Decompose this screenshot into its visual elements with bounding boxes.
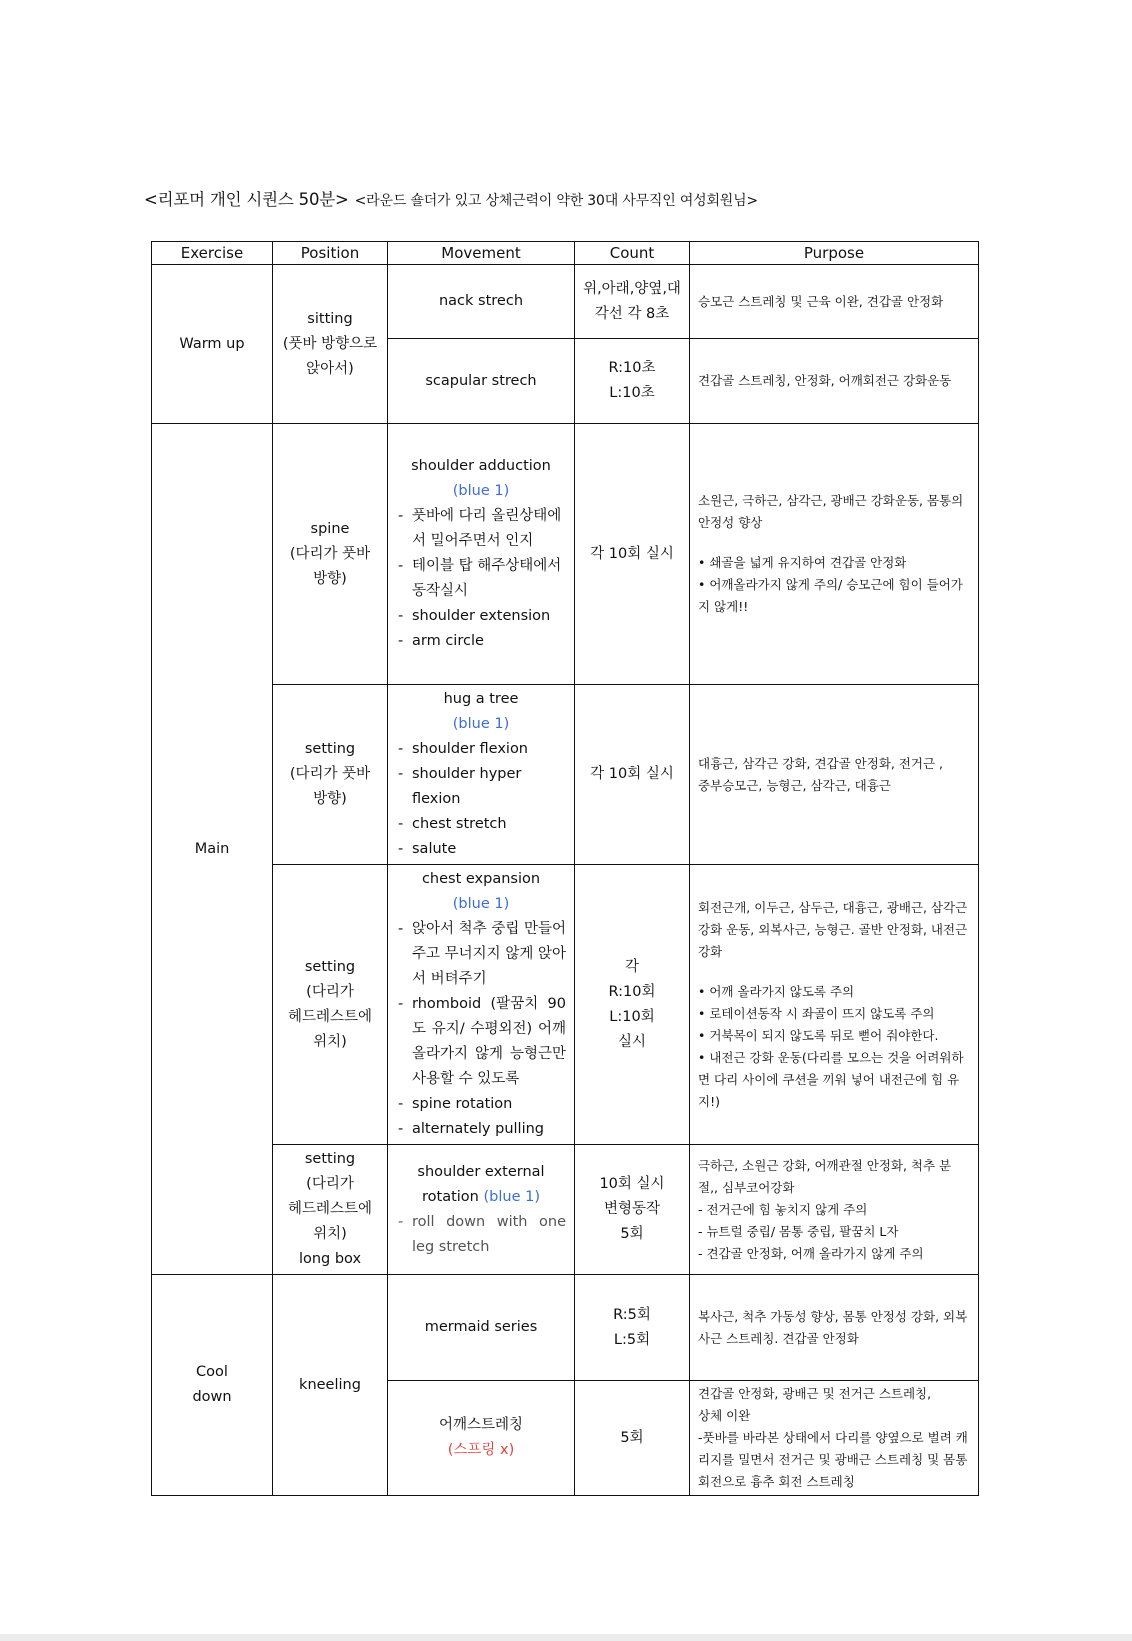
list-item: - alternately pulling (396, 1117, 566, 1142)
purpose-hug (690, 685, 979, 865)
list-item: - chest stretch (396, 812, 566, 837)
position-line: (다리가 (306, 1176, 354, 1192)
position-line: sitting (307, 310, 353, 327)
count-line: 각선 각 8초 (594, 305, 670, 322)
title-sub: <라운드 숄더가 있고 상체근력이 약한 30대 사무직인 여성회원님> (354, 193, 758, 209)
count-line: 각 (624, 958, 639, 975)
position-line: (다리가 풋바 (289, 545, 371, 562)
header-row (152, 242, 979, 265)
movement-title: shoulder external (417, 1163, 545, 1180)
title-main: <리포머 개인 시퀀스 50분> (144, 190, 349, 209)
position-line: spine (310, 520, 350, 537)
purpose-shoulder-stretch (690, 1381, 979, 1496)
position-line: 앉아서) (306, 360, 354, 377)
list-item: - arm circle (396, 629, 566, 654)
section-main: Main (152, 424, 273, 1275)
purpose-external (690, 1145, 979, 1275)
position-line: 위치) (313, 1226, 347, 1242)
sequence-title (144, 186, 758, 210)
count-line: L:10회 (609, 1008, 655, 1025)
count-neck (575, 265, 690, 339)
table-row (152, 265, 979, 339)
list-item: - 테이블 탑 해주상태에서 동작실시 (396, 554, 566, 604)
purpose-line: - 견갑골 안정화, 어깨 올라가지 않게 주의 (698, 1245, 924, 1261)
position-setting-longbox (273, 1145, 388, 1275)
purpose-mermaid: 복사근, 척추 가동성 향상, 몸통 안정성 강화, 외복사근 스트레칭. 견갑골 안정화 (690, 1275, 979, 1381)
purpose-line: -풋바를 바라본 상태에서 다리를 양옆으로 벌려 캐리지를 밀면서 전거근 및 광배근 스트레칭 및 몸통회전으로 흉추 회전 스트레칭 (698, 1430, 968, 1489)
band-note: (blue 1) (452, 483, 510, 499)
movement-list (396, 737, 566, 862)
list-item: - shoulder extension (396, 604, 566, 629)
count-line: R:10초 (608, 360, 656, 376)
purpose-line: • 거북목이 되지 않도록 뒤로 뻗어 줘야한다. (698, 1027, 939, 1043)
movement-mermaid: mermaid series (388, 1275, 575, 1381)
position-setting-headrest (273, 865, 388, 1145)
section-line: down (192, 1389, 232, 1405)
count-line: R:10회 (608, 983, 656, 1000)
count-line: 10회 실시 (599, 1176, 665, 1192)
purpose-line: 소원근, 극하근, 삼각근, 광배근 강화운동, 몸통의 안정성 향상 (698, 493, 964, 530)
purpose-line: 견갑골 안정화, 광배근 및 전거근 스트레칭, (698, 1386, 932, 1401)
position-spine (273, 424, 388, 685)
section-line: Cool (196, 1364, 228, 1380)
count-line: 변형동작 (603, 1201, 661, 1217)
position-line: setting (304, 741, 356, 757)
movement-neck: nack strech (388, 265, 575, 339)
movement-list (396, 917, 566, 1142)
count-line: 위,아래,양옆,대 (583, 280, 681, 297)
list-item: - 앉아서 척추 중립 만들어주고 무너지지 않게 앉아서 버텨주기 (396, 917, 566, 992)
position-line: (풋바 방향으로 (282, 335, 378, 352)
count-mermaid (575, 1275, 690, 1381)
count-line: L:10초 (609, 385, 655, 401)
spring-note: (스프링 x) (447, 1442, 515, 1458)
position-line: 헤드레스트에 (287, 1008, 373, 1025)
movement-chest (388, 865, 575, 1145)
purpose-line: • 쇄골을 넓게 유지하여 견갑골 안정화 (698, 555, 907, 570)
count-line: R:5회 (613, 1306, 651, 1323)
position-line: 위치) (313, 1033, 347, 1050)
purpose-line: 상체 이완 (698, 1408, 751, 1423)
position-line: (다리가 풋바 (289, 766, 371, 782)
list-item: - 풋바에 다리 올린상태에서 밀어주면서 인지 (396, 504, 566, 554)
section-cooldown (152, 1275, 273, 1496)
purpose-adduction (690, 424, 979, 685)
header-purpose: Purpose (690, 242, 979, 265)
list-item: - rhomboid (팔꿈치 90도 유지/ 수평외전) 어깨 올라가지 않게 능형근만 사용할 수 있도록 (396, 992, 566, 1092)
purpose-chest (690, 865, 979, 1145)
table-row (152, 1275, 979, 1381)
position-line: 방향) (313, 791, 347, 807)
movement-title: hug a tree (443, 691, 519, 707)
table-row (152, 685, 979, 865)
count-line: L:5회 (613, 1331, 651, 1348)
purpose-line: - 전거근에 힘 놓치지 않게 주의 (698, 1201, 868, 1217)
band-note: (blue 1) (452, 716, 510, 732)
movement-title-part: rotation (422, 1188, 479, 1205)
spacer (698, 534, 970, 552)
spacer (698, 963, 970, 981)
count-scapular (575, 339, 690, 424)
header-count: Count (575, 242, 690, 265)
purpose-line: 대흉근, 삼각근 강화, 견갑골 안정화, 전거근 , (698, 755, 944, 771)
count-line: 5회 (620, 1226, 644, 1242)
position-line: long box (298, 1251, 362, 1267)
sequence-table (151, 241, 979, 1496)
header-movement: Movement (388, 242, 575, 265)
purpose-line: - 뉴트럴 중립/ 몸통 중립, 팔꿈치 L자 (698, 1223, 899, 1239)
band-note: (blue 1) (483, 1188, 540, 1205)
movement-title: chest expansion (421, 871, 541, 887)
table-row (152, 424, 979, 685)
viewer-bottom-bar (0, 1634, 1132, 1641)
section-warmup: Warm up (152, 265, 273, 424)
movement-title: shoulder adduction (411, 458, 551, 474)
list-item: - shoulder flexion (396, 737, 566, 762)
movement-shoulder-stretch (388, 1381, 575, 1496)
purpose-line: 회전근개, 이두근, 삼두근, 대흉근, 광배근, 삼각근 강화 운동, 외복사근, 능형근. 골반 안정화, 내전근 강화 (698, 899, 968, 959)
purpose-line: 중부승모근, 능형근, 삼각근, 대흉근 (698, 777, 891, 793)
movement-hug (388, 685, 575, 865)
count-adduction: 각 10회 실시 (575, 424, 690, 685)
purpose-neck: 승모근 스트레칭 및 근육 이완, 견갑골 안정화 (690, 265, 979, 339)
movement-title: 어깨스트레칭 (438, 1417, 524, 1433)
purpose-scapular: 견갑골 스트레칭, 안정화, 어깨회전근 강화운동 (690, 339, 979, 424)
count-shoulder-stretch: 5회 (575, 1381, 690, 1496)
count-chest (575, 865, 690, 1145)
header-exercise: Exercise (152, 242, 273, 265)
position-setting-footbar (273, 685, 388, 865)
position-warmup (273, 265, 388, 424)
movement-adduction (388, 424, 575, 685)
list-item: - roll down with one leg stretch (396, 1210, 566, 1260)
list-item: - salute (396, 837, 566, 862)
movement-list (396, 504, 566, 654)
purpose-line: 극하근, 소원근 강화, 어깨관절 안정화, 척추 분절,, 심부코어강화 (698, 1157, 952, 1195)
purpose-line: • 로테이션동작 시 좌골이 뜨지 않도록 주의 (698, 1005, 935, 1021)
position-line: 헤드레스트에 (287, 1201, 373, 1217)
movement-list (396, 1210, 566, 1260)
list-item: - shoulder hyper flexion (396, 762, 566, 812)
movement-title-line2 (396, 1185, 566, 1210)
position-line: setting (304, 1151, 356, 1167)
purpose-line: • 내전근 강화 운동(다리를 모으는 것을 어려워하면 다리 사이에 쿠션을 끼워 넣어 내전근에 힘 유지!) (698, 1049, 964, 1109)
count-hug: 각 10회 실시 (575, 685, 690, 865)
purpose-line: • 어깨올라가지 않게 주의/ 승모근에 힘이 들어가지 않게!! (698, 577, 963, 614)
band-note: (blue 1) (452, 896, 510, 912)
position-kneeling: kneeling (273, 1275, 388, 1496)
header-position: Position (273, 242, 388, 265)
movement-scapular: scapular strech (388, 339, 575, 424)
list-item: - spine rotation (396, 1092, 566, 1117)
purpose-line: • 어깨 올라가지 않도록 주의 (698, 983, 855, 999)
position-line: (다리가 (306, 983, 354, 1000)
movement-external (388, 1145, 575, 1275)
table-row (152, 1145, 979, 1275)
position-line: setting (304, 958, 356, 975)
position-line: 방향) (313, 570, 347, 587)
count-external (575, 1145, 690, 1275)
count-line: 실시 (617, 1033, 646, 1050)
table-row (152, 865, 979, 1145)
